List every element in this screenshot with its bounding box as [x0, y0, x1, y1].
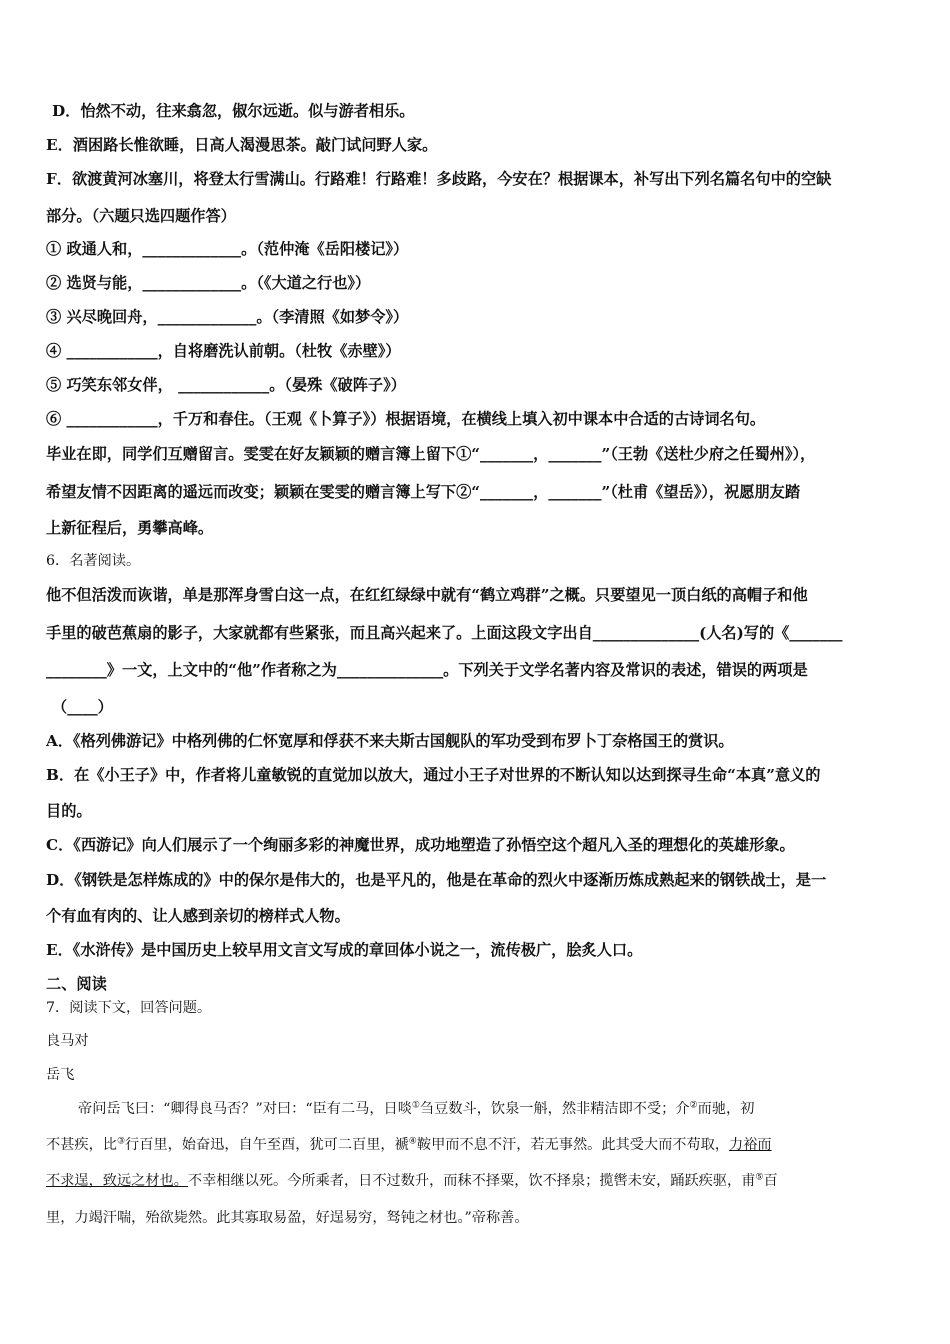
q6-option-d-line-2: 个有血有肉的、让人感到亲切的榜样式人物。: [46, 907, 350, 925]
fill-item-3: ③ 兴尽晚回舟，_____________。（李清照《如梦令》）: [46, 308, 409, 326]
passage-text: 鞍甲而不息不汗，若无事然。此其受大而不苟取，: [416, 1137, 730, 1153]
passage-line-3: [46, 1170, 910, 1192]
passage-text: 不甚疾，比: [46, 1137, 117, 1153]
passage-text: 行百里，始奋迅，自午至酉，犹可二百里，褫: [125, 1137, 409, 1153]
context-line-3: 上新征程后，勇攀高峰。: [46, 519, 214, 537]
q6-option-c: C．《西游记》向人们展示了一个绚丽多彩的神魔世界，成功地塑造了孙悟空这个超凡入圣的理想化的英雄形象。: [46, 836, 795, 854]
q6-option-d-line-1: D．《钢铁是怎样炼成的》中的保尔是伟大的，也是平凡的，他是在革命的烈火中逐渐历炼成熟起来的钢铁战士，是一: [46, 871, 827, 889]
passage-author: 岳飞: [46, 1067, 75, 1083]
option-f-line: F．欲渡黄河冰塞川，将登太行雪满山。行路难！行路难！多歧路，今安在？根据课本，补写出下列名篇名句中的空缺: [46, 170, 832, 188]
fill-item-2: ② 选贤与能，_____________。（《大道之行也》）: [46, 274, 371, 292]
passage-text: 不幸相继以死。今所乘者，日不过数升，而秣不择粟，饮不择泉；揽辔未安，踊跃疾驱，甫: [187, 1173, 756, 1189]
question-6-heading: 6．名著阅读。: [46, 553, 141, 569]
fill-item-5: ⑤ 巧笑东邻女伴， ____________。（晏殊《破阵子》）: [46, 376, 406, 394]
q6-text-line-2: 手里的破芭蕉扇的影子，大家就都有些紧张，而且高兴起来了。上面这段文字出自______________(人名)写的《_______: [46, 624, 843, 642]
context-line-1: 毕业在即，同学们互赠留言。雯雯在好友颖颖的赠言簿上留下①“_______，_______”（王勃《送杜少府之任蜀州》），: [46, 445, 816, 463]
footnote-marker: ①: [411, 1100, 420, 1111]
footnote-marker: ④: [408, 1136, 417, 1147]
q6-option-b-line-1: B．在《小王子》中，作者将儿童敏锐的直觉加以放大，通过小王子对世界的不断认知以达到探寻生命“本真”意义的: [46, 766, 821, 784]
q6-option-a: A．《格列佛游记》中格列佛的仁怀宽厚和俘获不来夫斯古国舰队的军功受到布罗卜丁奈格国王的赏识。: [46, 732, 734, 750]
fill-item-6: ⑥ ____________，千万和春住。（王观《卜算子》）根据语境，在横线上填入初中课本中合适的古诗词名句。: [46, 410, 766, 428]
q6-text-line-1: 他不但活泼而诙谐，单是那浑身雪白这一点，在红红绿绿中就有“鹤立鸡群”之概。只要望见一顶白纸的高帽子和他: [46, 586, 808, 604]
passage-text: 帝问岳飞曰：“卿得良马否？”对曰：“臣有二马，日啖: [78, 1101, 412, 1117]
passage-text: 刍豆数斗，饮泉一斛，然非精洁即不受；介: [419, 1101, 690, 1117]
passage-title: 良马对: [46, 1033, 89, 1049]
passage-text: 而驰，初: [697, 1101, 755, 1117]
underlined-phrase: 不求逞，致远之材也。: [46, 1173, 188, 1189]
footnote-marker: ⑤: [755, 1172, 764, 1183]
footnote-marker: ③: [116, 1136, 126, 1147]
q6-text-line-3: ________》一文，上文中的“他”作者称之为______________。下列关于文学名著内容及常识的表述，错误的两项是: [46, 661, 808, 679]
option-d-line: D．怡然不动，往来翕忽，俶尔远逝。似与游者相乐。: [52, 102, 415, 120]
q6-option-b-line-2: 目的。: [46, 802, 92, 820]
passage-line-2: [46, 1134, 910, 1156]
passage-line-1: [78, 1098, 910, 1120]
context-line-2: 希望友情不因距离的遥远而改变；颖颖在雯雯的赠言簿上写下②“_______，_______”（杜甫《望岳》），祝愿朋友踏: [46, 483, 801, 501]
fill-item-4: ④ ____________，自将磨洗认前朝。（杜牧《赤壁》）: [46, 342, 401, 360]
underlined-phrase: 力裕而: [729, 1137, 772, 1153]
question-7-prompt: 7．阅读下文，回答问题。: [46, 1000, 212, 1016]
passage-text: 百: [763, 1173, 778, 1189]
option-e-line: E．酒困路长惟欲睡，日高人渴漫思茶。敲门试问野人家。: [46, 136, 438, 154]
passage-line-4: 里，力竭汗喘，殆欲毙然。此其寡取易盈，好逞易穷，驽钝之材也。”帝称善。: [46, 1210, 529, 1226]
fill-item-1: ① 政通人和，_____________。（范仲淹《岳阳楼记》）: [46, 240, 409, 258]
q6-option-e: E．《水浒传》是中国历史上较早用文言文写成的章回体小说之一，流传极广，脍炙人口。: [46, 941, 643, 959]
section-two-heading: 二、阅读: [46, 975, 107, 993]
q6-answer-blank: （____）: [52, 698, 113, 716]
footnote-marker: ②: [689, 1100, 698, 1111]
instruction-line: 部分。（六题只选四题作答）: [46, 207, 236, 225]
